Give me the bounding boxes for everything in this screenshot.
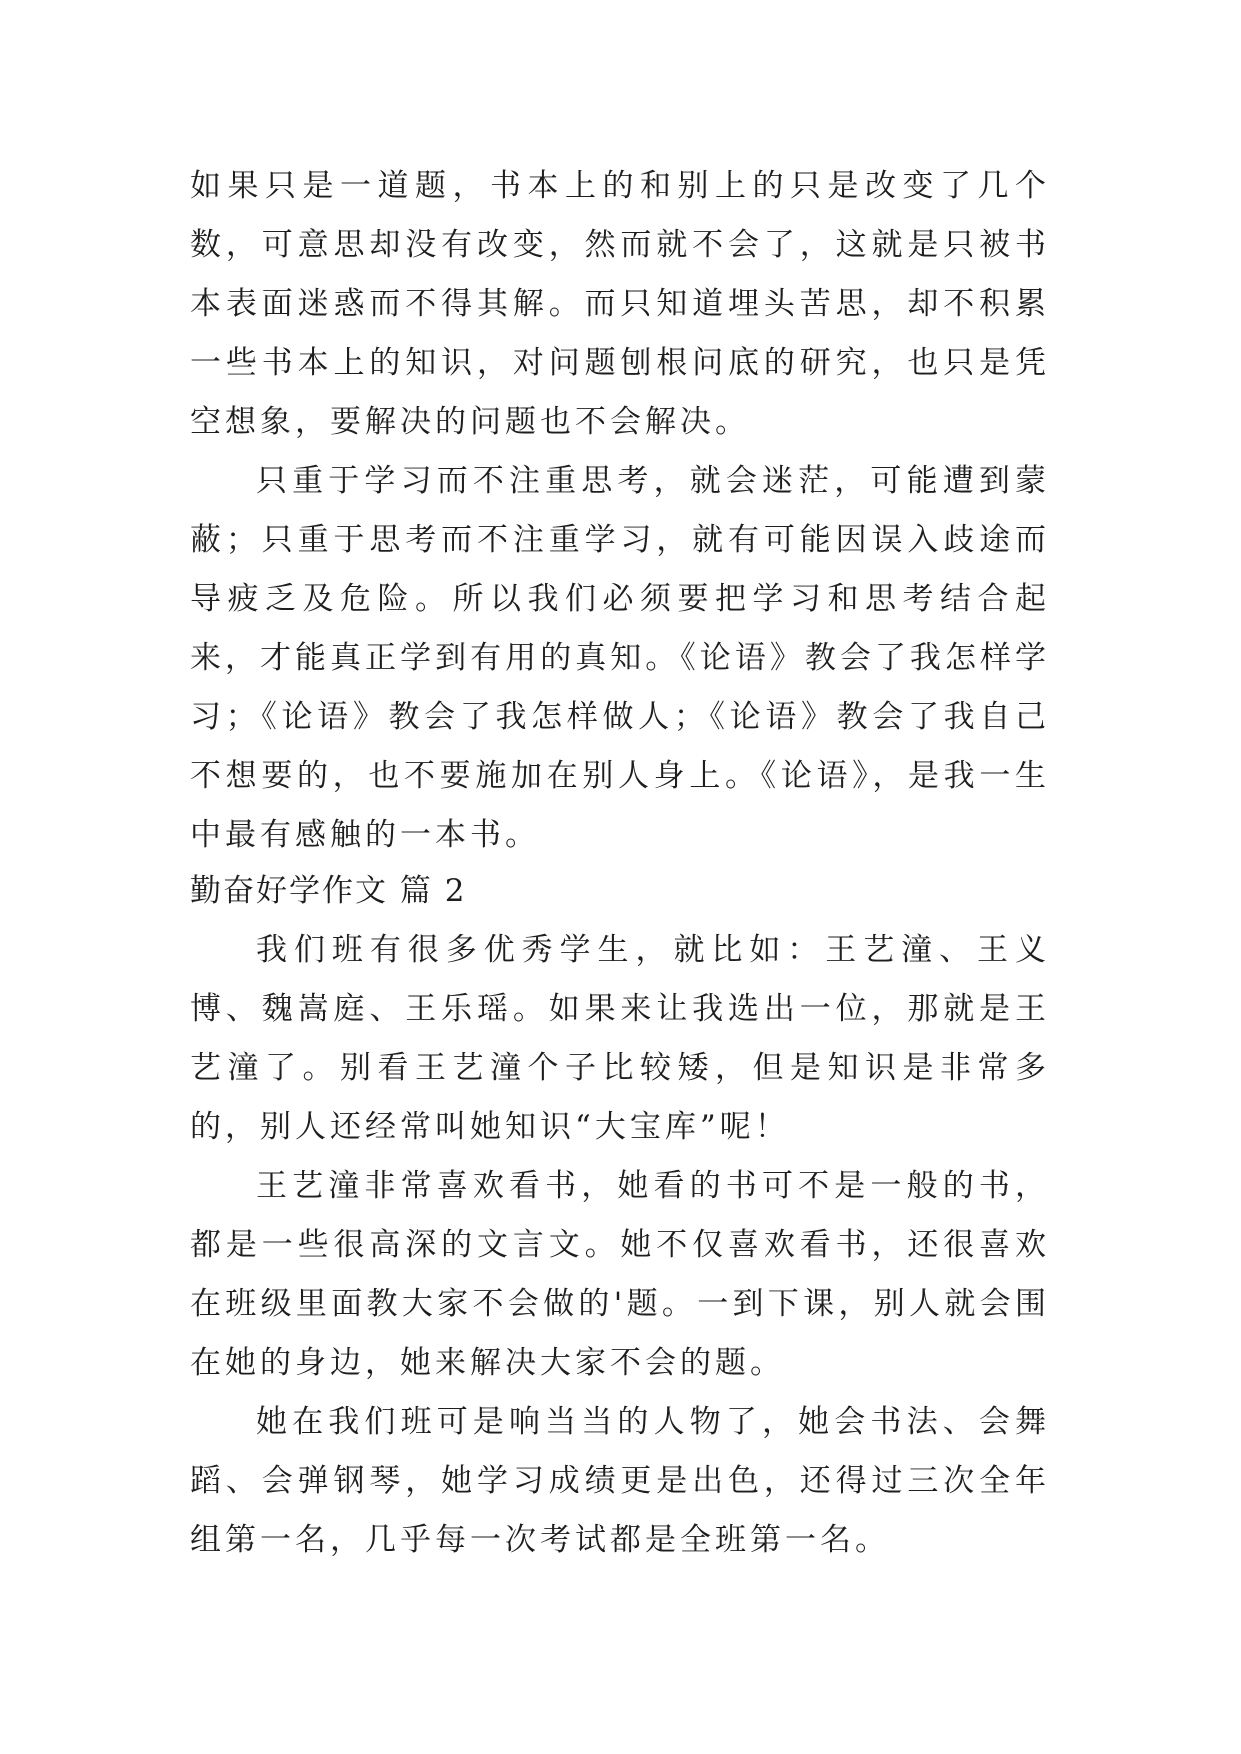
section-heading: 勤奋好学作文 篇 2: [190, 873, 467, 909]
paragraph-excellent-students: 我们班有很多优秀学生，就比如：王艺潼、王义博、魏嵩庭、王乐瑶。如果来让我选出一位，那就是王艺潼了。别看王艺潼个子比较矮，但是知识是非常多的，别人还经常叫她知识“大宝库”呢！: [190, 932, 1050, 1145]
paragraph-talents: 她在我们班可是响当当的人物了，她会书法、会舞蹈、会弹钢琴，她学习成绩更是出色，还得过三次全年组第一名，几乎每一次考试都是全班第一名。: [190, 1404, 1050, 1558]
paragraph-learning-and-thinking: 只重于学习而不注重思考，就会迷茫，可能遭到蒙蔽；只重于思考而不注重学习，就有可能因误入歧途而导疲乏及危险。所以我们必须要把学习和思考结合起来，才能真正学到有用的真知。《论语》教会了我怎样学习；《论语》教会了我怎样做人；《论语》教会了我自己不想要的，也不要施加在别人身上。《论语》，是我一生中最有感触的一本书。: [190, 463, 1050, 853]
paragraph-problem-solving: 如果只是一道题，书本上的和别上的只是改变了几个数，可意思却没有改变，然而就不会了，这就是只被书本表面迷惑而不得其解。而只知道埋头苦思，却不积累一些书本上的知识，对问题刨根问底的研究，也只是凭空想象，要解决的问题也不会解决。: [190, 168, 1050, 440]
paragraph-loves-reading: 王艺潼非常喜欢看书，她看的书可不是一般的书，都是一些很高深的文言文。她不仅喜欢看书，还很喜欢在班级里面教大家不会做的'题。一到下课，别人就会围在她的身边，她来解决大家不会的题。: [190, 1168, 1050, 1381]
